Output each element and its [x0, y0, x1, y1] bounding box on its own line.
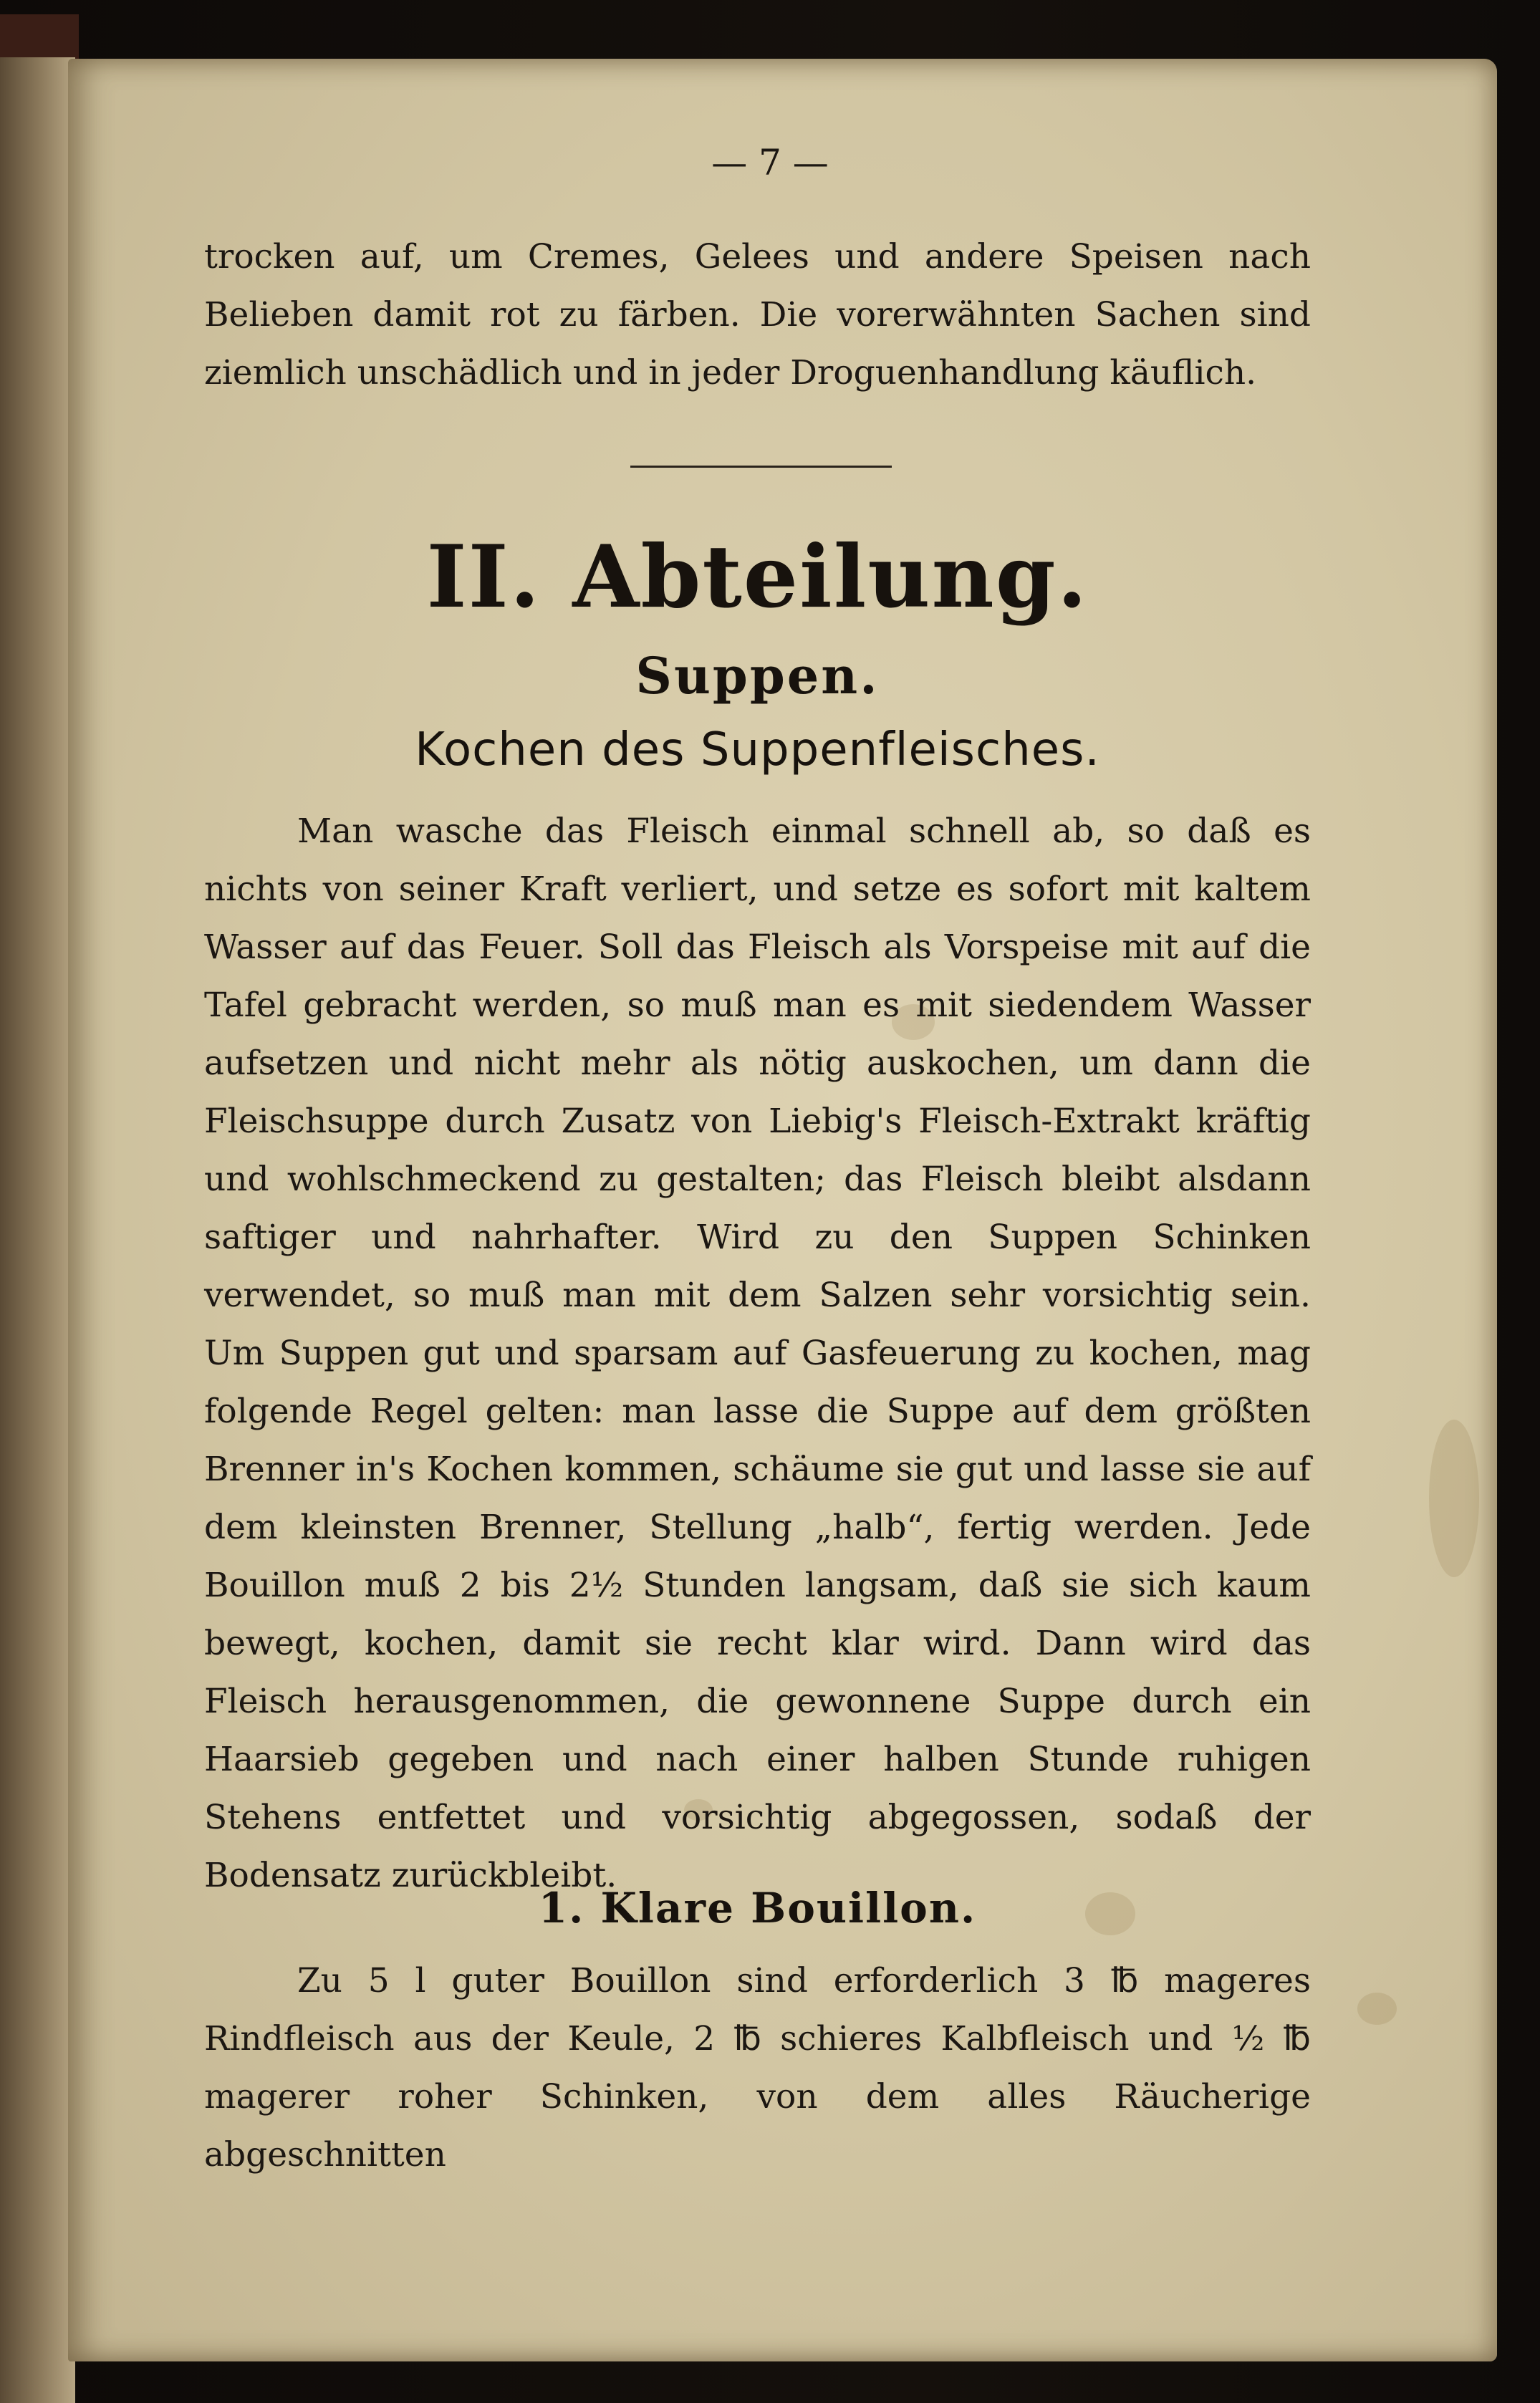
- section-divider: [630, 466, 892, 468]
- section-heading: II. Abteilung.: [426, 526, 1089, 627]
- paragraph-recipe: Zu 5 l guter Bouillon sind erforderlich 3 ℔ mageres Rindfleisch aus der Keule, 2 ℔ schieres Kalbfleisch und ½ ℔ magerer roher Schinken, von dem alles Räucherige abgeschnitten: [204, 1961, 1311, 2175]
- subheading: Suppen.: [635, 646, 880, 706]
- paragraph-soup-meat: Man wasche das Fleisch einmal schnell ab, so daß es nichts von seiner Kraft verliert, und setze es sofort mit kaltem Wasser auf das Feuer. Soll das Fleisch als Vorspeise mit auf die Tafel gebracht werden, so muß man es mit siedendem Wasser aufsetzen und nicht mehr als nötig auskochen, um dann die Fleischsuppe durch Zusatz von Liebig's Fleisch-Extrakt kräftig und wohlschmeckend zu gestalten; das Fleisch bleibt alsdann saftiger und nahrhafter. Wird zu den Suppen Schinken verwendet, so muß man mit dem Salzen sehr vorsichtig sein. Um Suppen gut und sparsam auf Gasfeuerung zu kochen, mag folgende Regel gelten: man lasse die Suppe auf dem größten Brenner in's Kochen kommen, schäume sie gut und lasse sie auf dem kleinsten Brenner, Stellung „halb“, fertig werden. Jede Bouillon muß 2 bis 2½ Stunden langsam, daß sie sich kaum bewegt, kochen, damit sie recht klar wird. Dann wird das Fleisch herausgenommen, die gewonnene Suppe durch ein Haarsieb gegeben und nach einer halben Stunde ruhigen Stehens entfettet und vorsichtig abgegossen, sodaß der Bodensatz zurückbleibt.: [204, 812, 1311, 1895]
- paragraph-continuation: trocken auf, um Cremes, Gelees und andere Speisen nach Belieben damit rot zu färben. Die vorerwähnten Sachen sind ziemlich unschädlich und in jeder Droguenhandlung käuflich.: [204, 237, 1311, 393]
- recipe-heading: 1. Klare Bouillon.: [538, 1884, 977, 1932]
- facing-page-edge: [0, 57, 75, 2403]
- page-number: — 7 —: [711, 142, 829, 183]
- topic-heading: Kochen des Suppenfleisches.: [415, 723, 1100, 776]
